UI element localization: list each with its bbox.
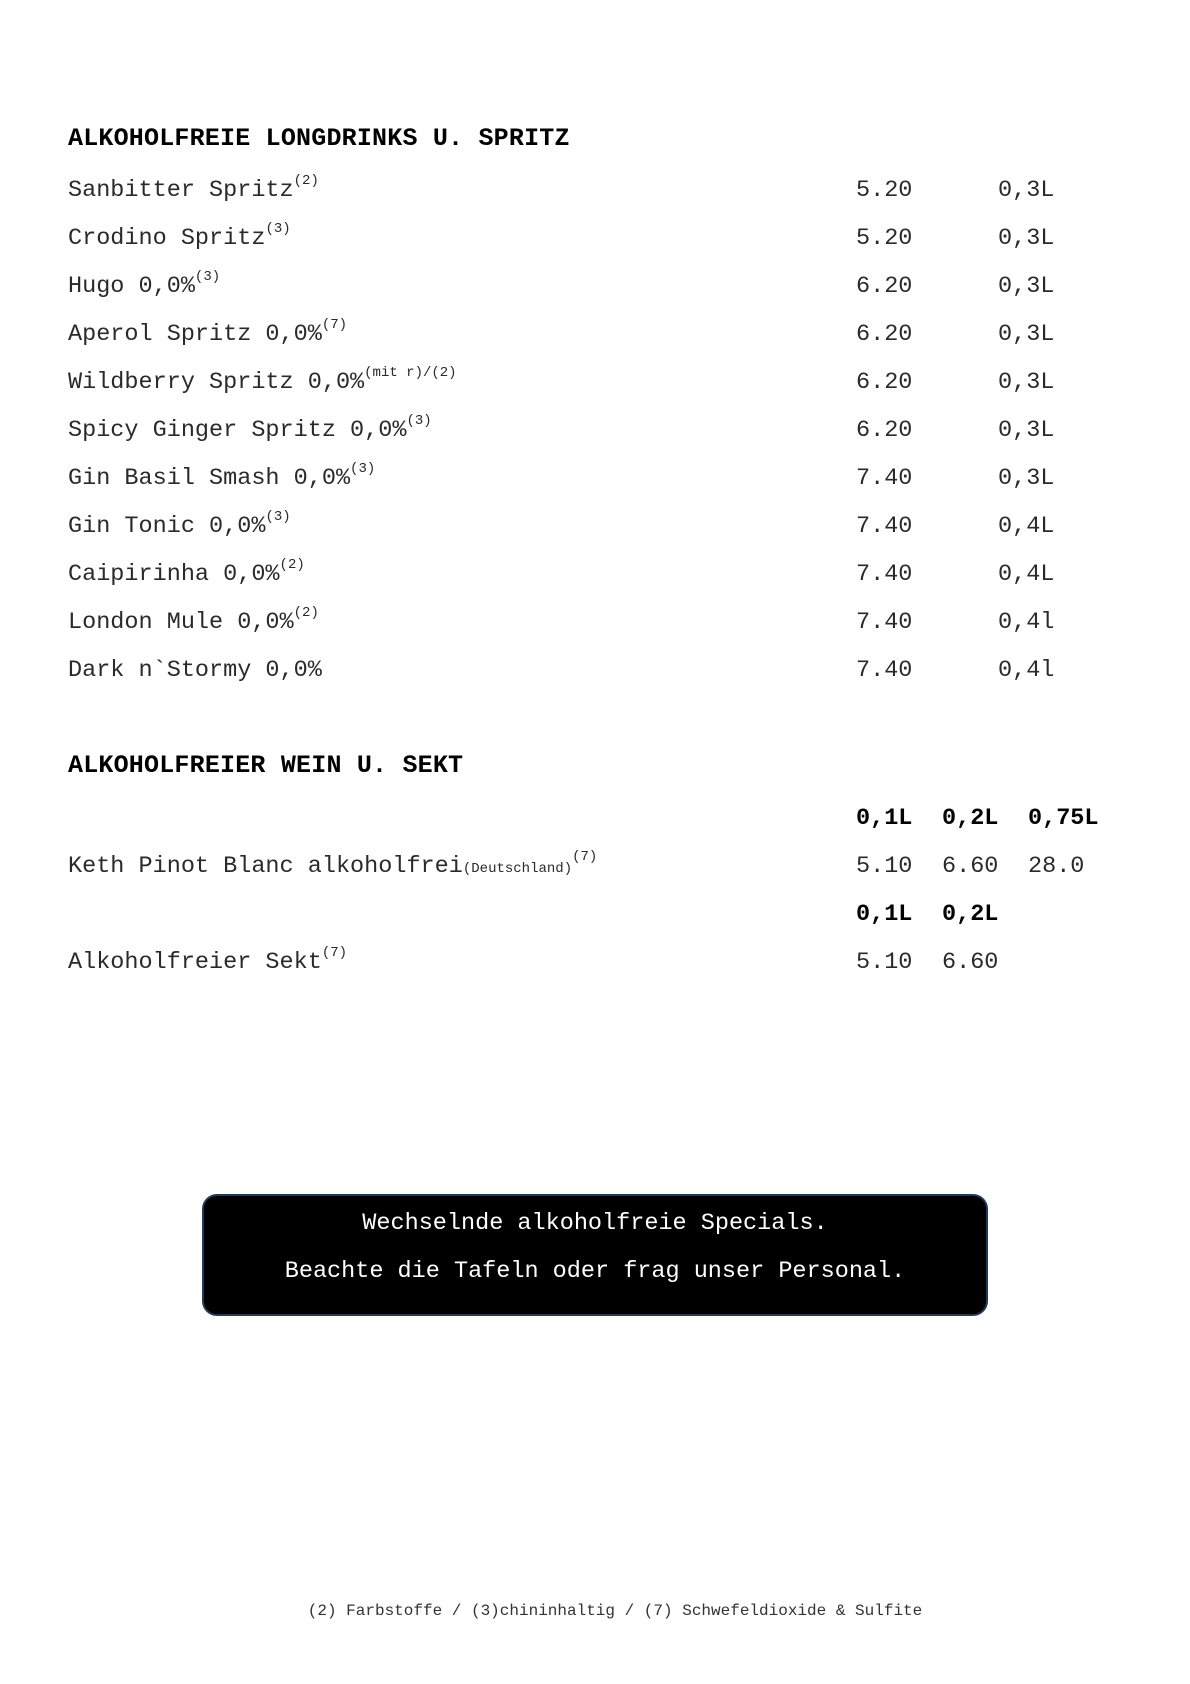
item-name: Dark n`Stormy 0,0%: [68, 657, 322, 684]
size-header: 0,2L: [942, 805, 999, 832]
menu-item: [0, 317, 1190, 351]
item-price: 6.20: [856, 369, 913, 396]
item-price: 6.20: [856, 417, 913, 444]
menu-item: [0, 173, 1190, 207]
item-price: 6.60: [942, 949, 999, 976]
item-volume: 0,3L: [998, 225, 1055, 252]
sekt-size-header-row: [0, 901, 1190, 931]
allergen-note: (7): [572, 849, 598, 866]
item-volume: 0,3L: [998, 321, 1055, 348]
allergen-note: (mit r)/(2): [364, 365, 457, 382]
menu-item-wine: [0, 849, 1190, 883]
wine-size-header-row: [0, 805, 1190, 835]
item-price: 7.40: [856, 657, 913, 684]
size-header: 0,2L: [942, 901, 999, 928]
allergen-note: (3): [265, 221, 291, 238]
specials-box: [202, 1194, 988, 1316]
item-name: Alkoholfreier Sekt$^{(7)}$: [68, 945, 348, 976]
allergen-note: (3): [265, 509, 291, 526]
section-title-longdrinks: ALKOHOLFREIE LONGDRINKS U. SPRITZ: [68, 124, 570, 153]
allergen-note: (2): [279, 557, 305, 574]
section-title-wine: ALKOHOLFREIER WEIN U. SEKT: [68, 751, 464, 780]
item-price: 7.40: [856, 609, 913, 636]
menu-item: [0, 269, 1190, 303]
specials-line-2: Beachte die Tafeln oder frag unser Personal.: [284, 1258, 906, 1285]
item-name: London Mule 0,0%$^{(2)}$: [68, 605, 319, 636]
allergen-note: (3): [194, 269, 221, 286]
size-header: 0,75L: [1028, 805, 1099, 832]
item-volume: 0,3L: [998, 177, 1055, 204]
item-price: 5.20: [856, 225, 913, 252]
item-volume: 0,4l: [998, 609, 1055, 636]
menu-item: [0, 221, 1190, 255]
allergen-note: (3): [350, 461, 376, 478]
item-name: Hugo 0,0%$^{(3)}$: [68, 269, 221, 300]
item-name: Aperol Spritz 0,0%$^{(7)}$: [68, 317, 348, 348]
item-name: Spicy Ginger Spritz 0,0%$^{(3)}$: [68, 413, 432, 444]
item-price: 7.40: [856, 513, 913, 540]
item-price: 6.20: [856, 273, 913, 300]
item-volume: 0,3L: [998, 369, 1055, 396]
menu-item: [0, 557, 1190, 591]
item-name: Crodino Spritz$^{(3)}$: [68, 221, 291, 252]
menu-item-sekt: [0, 945, 1190, 979]
item-price: 5.10: [856, 853, 913, 880]
item-price: 7.40: [856, 465, 913, 492]
item-volume: 0,4L: [998, 513, 1055, 540]
specials-line-1: Wechselnde alkoholfreie Specials.: [362, 1210, 828, 1237]
item-name: Gin Basil Smash 0,0%$^{(3)}$: [68, 461, 376, 492]
item-volume: 0,4l: [998, 657, 1055, 684]
item-volume: 0,3L: [998, 465, 1055, 492]
item-price: 5.20: [856, 177, 913, 204]
menu-item: [0, 509, 1190, 543]
menu-item: [0, 605, 1190, 639]
allergen-note: (2): [293, 605, 319, 622]
item-price: 6.20: [856, 321, 913, 348]
allergen-note: (7): [321, 317, 348, 334]
item-volume: 0,4L: [998, 561, 1055, 588]
item-price: 6.60: [942, 853, 999, 880]
item-volume: 0,3L: [998, 417, 1055, 444]
allergen-note: (7): [321, 945, 348, 962]
allergen-note: (3): [406, 413, 432, 430]
menu-item: [0, 365, 1190, 399]
item-name: Keth Pinot Blanc alkoholfrei(Deutschland)$^{(7)}$: [68, 849, 598, 880]
item-volume: 0,3L: [998, 273, 1055, 300]
menu-item: [0, 413, 1190, 447]
item-name: Sanbitter Spritz$^{(2)}$: [68, 173, 319, 204]
item-origin: (Deutschland): [462, 861, 573, 877]
size-header: 0,1L: [856, 901, 913, 928]
allergen-note: (2): [293, 173, 319, 190]
item-name: Gin Tonic 0,0%$^{(3)}$: [68, 509, 291, 540]
item-name: Wildberry Spritz 0,0%$^{(mit r)/(2)}$: [68, 365, 457, 396]
item-price: 28.0: [1028, 853, 1085, 880]
item-price: 5.10: [856, 949, 913, 976]
menu-item: [0, 657, 1190, 687]
allergen-footnote: (2) Farbstoffe / (3)chininhaltig / (7) Schwefeldioxide & Sulfite: [307, 1602, 923, 1620]
menu-item: [0, 461, 1190, 495]
size-header: 0,1L: [856, 805, 913, 832]
item-price: 7.40: [856, 561, 913, 588]
item-name: Caipirinha 0,0%$^{(2)}$: [68, 557, 305, 588]
